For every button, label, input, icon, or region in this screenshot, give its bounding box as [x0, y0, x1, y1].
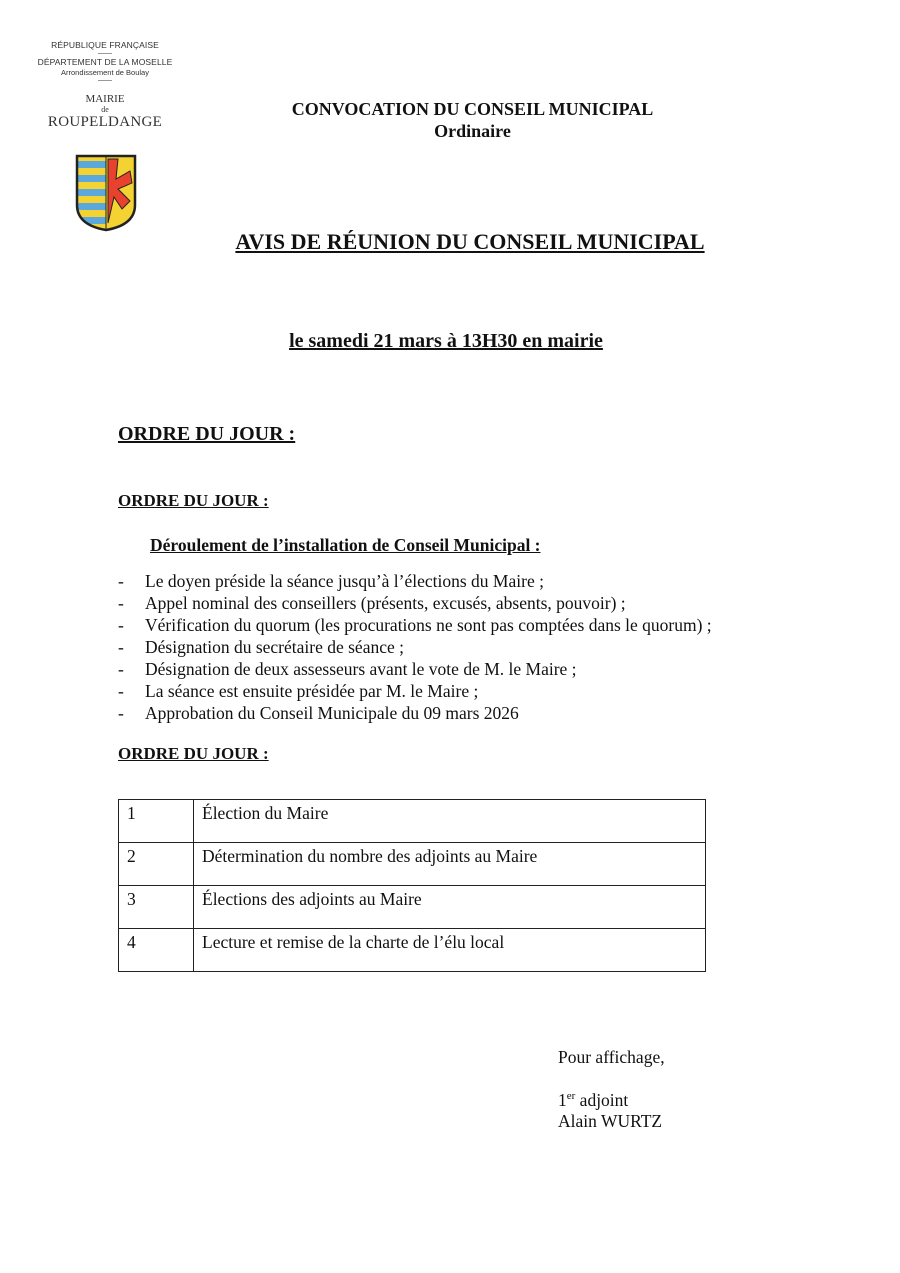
- department-label: DÉPARTEMENT DE LA MOSELLE: [37, 57, 173, 67]
- list-item: [118, 680, 712, 702]
- installation-steps-list: [118, 570, 712, 724]
- list-item-text: Approbation du Conseil Municipale du 09 mars 2026: [145, 703, 519, 723]
- agenda-item: Élection du Maire: [194, 800, 706, 843]
- agenda-item: Détermination du nombre des adjoints au Maire: [194, 843, 706, 886]
- notice-title: AVIS DE RÉUNION DU CONSEIL MUNICIPAL: [235, 229, 705, 254]
- signatory-name: Alain WURTZ: [558, 1111, 663, 1131]
- signature-block: [558, 1047, 665, 1132]
- convocation-title: CONVOCATION DU CONSEIL MUNICIPAL: [291, 99, 654, 119]
- agenda-number: 1: [119, 800, 194, 843]
- coat-blue-stripe: [74, 217, 106, 224]
- list-item: [118, 702, 712, 724]
- mairie-label: MAIRIE: [85, 93, 125, 105]
- republic-label: RÉPUBLIQUE FRANÇAISE: [51, 40, 159, 50]
- list-item: [118, 592, 712, 614]
- agenda-heading: ORDRE DU JOUR :: [118, 744, 269, 763]
- installation-heading: Déroulement de l’installation de Conseil Municipal :: [150, 535, 541, 555]
- list-item-text: Vérification du quorum (les procurations ne sont pas comptées dans le quorum) ;: [145, 615, 712, 635]
- list-item-text: Le doyen préside la séance jusqu’à l’élections du Maire ;: [145, 571, 544, 591]
- agenda-item: Élections des adjoints au Maire: [194, 886, 706, 929]
- signature-spacer: [558, 1068, 665, 1090]
- coat-blue-stripe: [74, 203, 106, 210]
- agenda-heading-main: ORDRE DU JOUR :: [118, 423, 296, 445]
- rank-suffix: er: [566, 1090, 576, 1103]
- convocation-subtitle: Ordinaire: [434, 121, 511, 141]
- letterhead-divider: [98, 80, 112, 81]
- mairie-de-label: de: [101, 105, 109, 114]
- meeting-date: le samedi 21 mars à 13H30 en mairie: [289, 330, 603, 352]
- signatory-rank: [558, 1090, 665, 1111]
- convocation-header: [200, 98, 745, 142]
- list-bullet: -: [118, 659, 124, 679]
- coat-blue-stripe: [74, 175, 106, 182]
- letterhead: [30, 40, 180, 130]
- list-item-text: Désignation de deux assesseurs avant le vote de M. le Maire ;: [145, 659, 577, 679]
- list-bullet: -: [118, 637, 124, 657]
- agenda-number: 2: [119, 843, 194, 886]
- agenda-number: 3: [119, 886, 194, 929]
- coat-blue-stripe: [74, 189, 106, 196]
- posting-note: Pour affichage,: [558, 1047, 665, 1067]
- list-item: [118, 636, 712, 658]
- agenda-table: [118, 799, 706, 972]
- town-name: ROUPELDANGE: [47, 114, 163, 130]
- rank-number: 1: [558, 1090, 567, 1110]
- list-item: [118, 614, 712, 636]
- list-item-text: Appel nominal des conseillers (présents, excusés, absents, pouvoir) ;: [145, 593, 626, 613]
- table-row: [119, 929, 706, 972]
- list-bullet: -: [118, 681, 124, 701]
- table-row: [119, 800, 706, 843]
- coat-blue-stripe: [74, 161, 106, 168]
- list-bullet: -: [118, 593, 124, 613]
- agenda-heading: ORDRE DU JOUR :: [118, 491, 269, 510]
- table-row: [119, 886, 706, 929]
- list-bullet: -: [118, 615, 124, 635]
- agenda-number: 4: [119, 929, 194, 972]
- list-item: [118, 658, 712, 680]
- rank-label: adjoint: [575, 1090, 629, 1110]
- list-bullet: -: [118, 703, 124, 723]
- agenda-item: Lecture et remise de la charte de l’élu local: [194, 929, 706, 972]
- list-bullet: -: [118, 571, 124, 591]
- list-item-text: La séance est ensuite présidée par M. le Maire ;: [145, 681, 479, 701]
- arrondissement-label: Arrondissement de Boulay: [61, 68, 149, 77]
- list-item: [118, 570, 712, 592]
- table-row: [119, 843, 706, 886]
- coat-of-arms-icon: [74, 153, 138, 233]
- letterhead-divider: [98, 53, 112, 54]
- list-item-text: Désignation du secrétaire de séance ;: [145, 637, 404, 657]
